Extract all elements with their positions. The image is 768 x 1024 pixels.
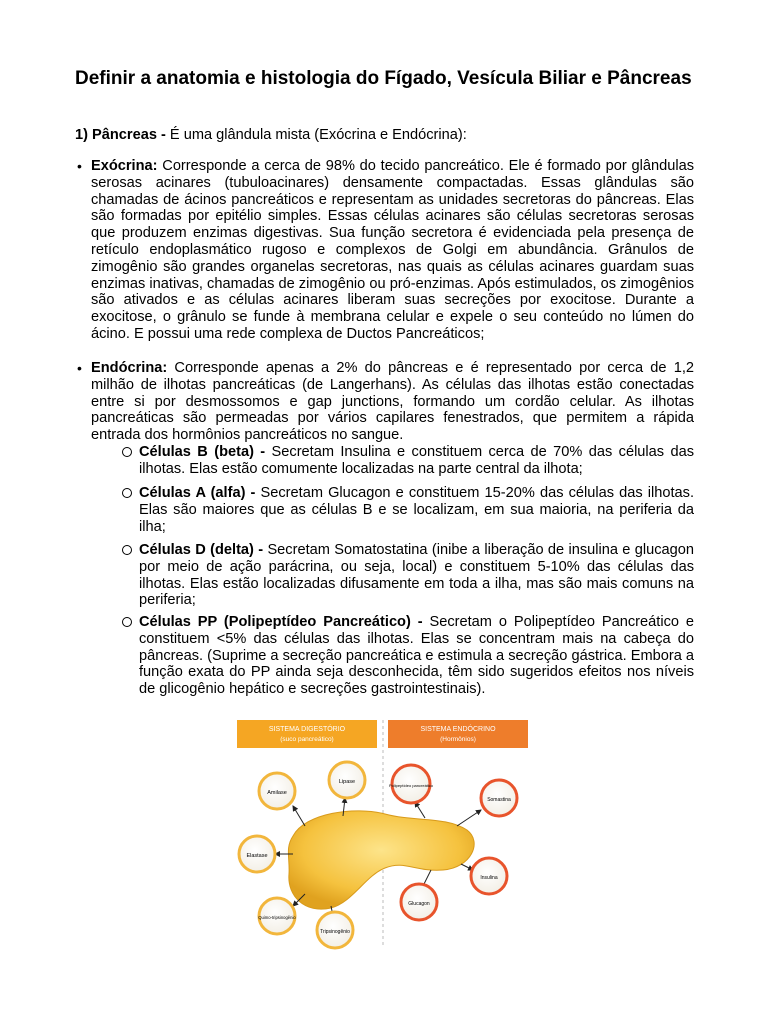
endocrina-text: Corresponde apenas a 2% do pâncreas e é representado por cerca de 1,2 milhão de ilhotas pancreáticas (de Langerhans). As células das ilhotas estão conectadas entre si por desmossomos e gap junctions, formando um cordão celular. As ilhotas pancreáticas são permeadas por vários capilares fenestrados, que permitem a rápida entrada dos hormônios pancreáticos no sangue.	[91, 360, 694, 444]
hormone-glucagon	[401, 884, 437, 920]
cell-label: Células A (alfa) -	[139, 485, 256, 501]
exocrina-bullet	[77, 158, 694, 343]
hormone-somastina	[481, 780, 517, 816]
cell-item-beta	[139, 444, 694, 478]
enzyme-lipase	[329, 762, 365, 798]
endocrine-subheader: (Hormônios)	[440, 736, 476, 743]
cell-text: Secretam o Polipeptídeo Pancreático e constituem <5% das células das ilhotas. Elas se concentram mais na cabeça do pâncreas. (Suprime a secreção pancreática e estimula a secreção gástrica. Embora a função exata do PP ainda seja desconhecida, têm sido sugeridos efeitos nos níveis de glicogênio hepático e secreções gastrointestinais).	[139, 614, 695, 698]
cell-item-alfa	[139, 485, 694, 535]
exocrina-label: Exócrina:	[91, 158, 158, 174]
endocrina-bullet	[77, 360, 694, 444]
endocrine-header: SISTEMA ENDÓCRINO	[420, 726, 496, 733]
svg-text:Insulina: Insulina	[480, 875, 498, 881]
exocrina-text: Corresponde a cerca de 98% do tecido pancreático. Ele é formado por glândulas serosas acinares (tubuloacinares) densamente compactadas. Essas glândulas são chamadas de ácinos pancreáticos e representam as unidades secretoras do pâncreas. Elas são formadas por epitélio simples. Essas células acinares são células secretoras serosas que produzem enzimas digestivas. Sua função secretora é evidenciada pela presença de retículo endoplasmático rugoso e complexos de Golgi em abundância. Grânulos de zimogênio são grandes organelas secretoras, nas quais as células acinares guardam suas enzimas inativas, chamadas de zimogênio ou pró-enzimas. Após estimulados, os zimogênios são ativados e as células acinares liberam suas secreções por exocitose. Durante a exocitose, o grânulo se funde à membrana celular e expele o seu conteúdo no lúmen do ácino. E possui uma rede complexa de Ductos Pancreáticos;	[91, 158, 694, 342]
cell-label: Células B (beta) -	[139, 444, 266, 460]
cell-label: Células D (delta) -	[139, 542, 264, 558]
pancreas-diagram	[235, 718, 532, 951]
digestive-header: SISTEMA DIGESTÓRIO	[268, 726, 346, 733]
svg-text:Glucagon: Glucagon	[408, 901, 430, 907]
circle-bullet-icon	[122, 545, 132, 555]
cell-text: Secretam Somatostatina (inibe a liberação de insulina e glucagon por meio de ação parácrina, ou seja, local) e constituem 5-10% das células das ilhotas. Elas estão localizadas difusamente em toda a ilha, mas são mais comuns na periferia;	[139, 542, 694, 609]
bullet-icon: •	[77, 360, 82, 376]
svg-text:Amilase: Amilase	[267, 790, 287, 796]
intro-text: É uma glândula mista (Exócrina e Endócrina):	[165, 127, 467, 143]
cell-item-pp	[139, 614, 694, 698]
intro-paragraph	[75, 127, 694, 144]
enzyme-quimotripsinogenio	[258, 898, 296, 934]
pancreas-shape	[288, 811, 474, 909]
circle-bullet-icon	[122, 488, 132, 498]
intro-label: 1) Pâncreas -	[75, 127, 166, 143]
bullet-icon: •	[77, 158, 82, 174]
cell-label: Células PP (Polipeptídeo Pancreático) -	[139, 614, 423, 630]
svg-text:Tripsinogênio: Tripsinogênio	[320, 929, 350, 935]
enzyme-amilase	[259, 773, 295, 809]
svg-text:Polipeptídeo pancreático: Polipeptídeo pancreático	[388, 783, 434, 788]
cell-item-delta	[139, 542, 694, 609]
svg-text:Elastase: Elastase	[246, 853, 268, 859]
svg-text:Somastina: Somastina	[487, 797, 511, 803]
hormone-insulina	[471, 858, 507, 894]
enzyme-tripsinogenio	[317, 912, 353, 948]
page-title: Definir a anatomia e histologia do Fígado, Vesícula Biliar e Pâncreas	[75, 68, 692, 89]
cell-text: Secretam Glucagon e constituem 15-20% das células das ilhotas. Elas são maiores que as células B e se localizam, em sua maioria, na periferia da ilha;	[139, 485, 694, 535]
digestive-subheader: (suco pancreático)	[280, 736, 334, 743]
svg-text:Lipase: Lipase	[338, 779, 356, 785]
digestive-header-bg	[237, 720, 377, 748]
cell-text: Secretam Insulina e constituem cerca de 70% das células das ilhotas. Elas estão comumente localizadas na parte central da ilhota;	[139, 444, 694, 477]
endocrine-header-bg	[388, 720, 528, 748]
svg-text:Quimo-tripsinogênio: Quimo-tripsinogênio	[258, 915, 296, 920]
pancreas-figure	[235, 718, 532, 951]
circle-bullet-icon	[122, 447, 132, 457]
hormone-polipeptideo	[389, 765, 434, 803]
enzyme-elastase	[239, 836, 275, 872]
circle-bullet-icon	[122, 617, 132, 627]
endocrina-label: Endócrina:	[91, 360, 168, 376]
